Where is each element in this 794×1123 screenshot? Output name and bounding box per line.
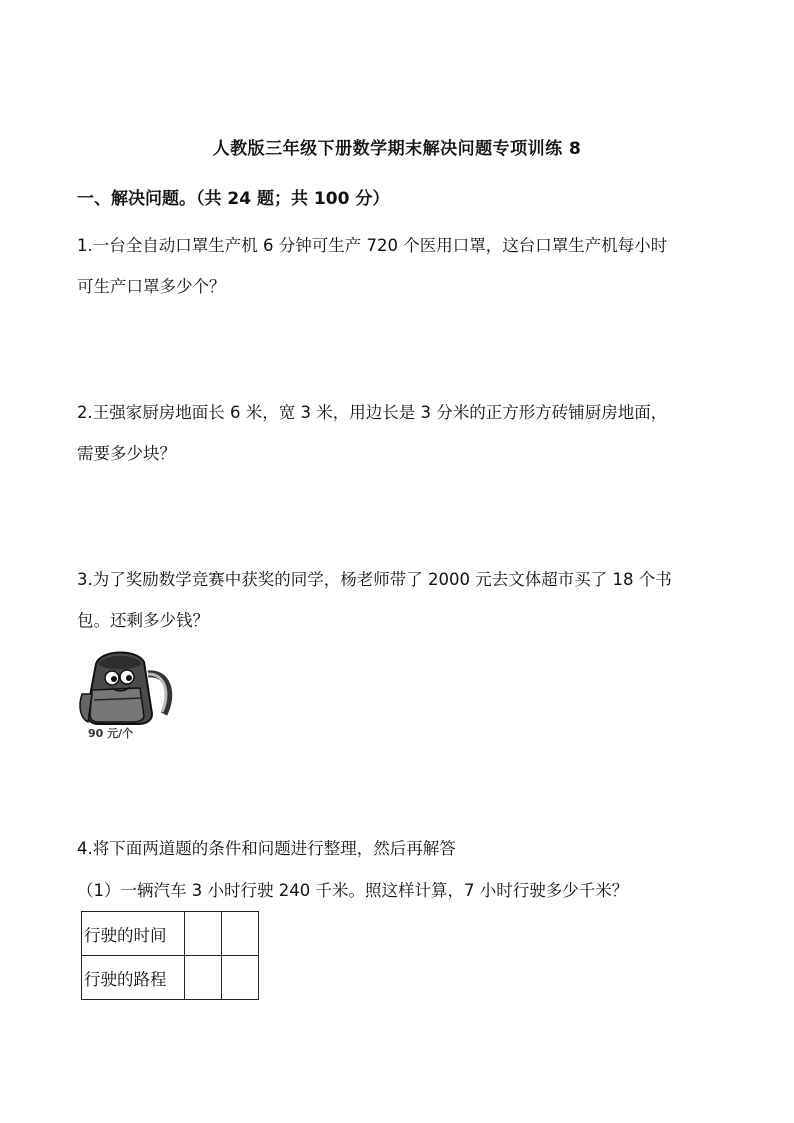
table-cell[interactable] (222, 956, 259, 1000)
backpack-icon (78, 644, 178, 742)
document-title: 人教版三年级下册数学期末解决问题专项训练 8 (212, 139, 582, 159)
question-4-line-1: 4.将下面两道题的条件和问题进行整理，然后再解答 (77, 839, 456, 858)
table-cell[interactable] (185, 956, 222, 1000)
question-4-sub-1: （1）一辆汽车 3 小时行驶 240 千米。照这样计算，7 小时行驶多少千米？ (77, 881, 629, 900)
backpack-image (78, 644, 178, 742)
row-label-time: 行驶的时间 (82, 912, 185, 956)
row-label-distance: 行驶的路程 (82, 956, 185, 1000)
question-2-line-1: 2.王强家厨房地面长 6 米，宽 3 米，用边长是 3 分米的正方形方砖铺厨房地面， (77, 403, 668, 422)
table-cell[interactable] (222, 912, 259, 956)
table-row (82, 956, 259, 1000)
question-3-line-2: 包。还剩多少钱？ (77, 611, 209, 630)
question-1-line-1: 1.一台全自动口罩生产机 6 分钟可生产 720 个医用口罩，这台口罩生产机每小时 (77, 236, 668, 255)
section-heading: 一、解决问题。（共 24 题；共 100 分） (77, 189, 390, 209)
price-label: 90 元/个 (88, 727, 134, 740)
question-3-line-1: 3.为了奖励数学竞赛中获奖的同学，杨老师带了 2000 元去文体超市买了 18 个书 (77, 570, 672, 589)
table-row (82, 912, 259, 956)
question-2-line-2: 需要多少块？ (77, 444, 176, 463)
answer-table (81, 911, 259, 1000)
table-cell[interactable] (185, 912, 222, 956)
question-1-line-2: 可生产口罩多少个？ (77, 277, 226, 296)
